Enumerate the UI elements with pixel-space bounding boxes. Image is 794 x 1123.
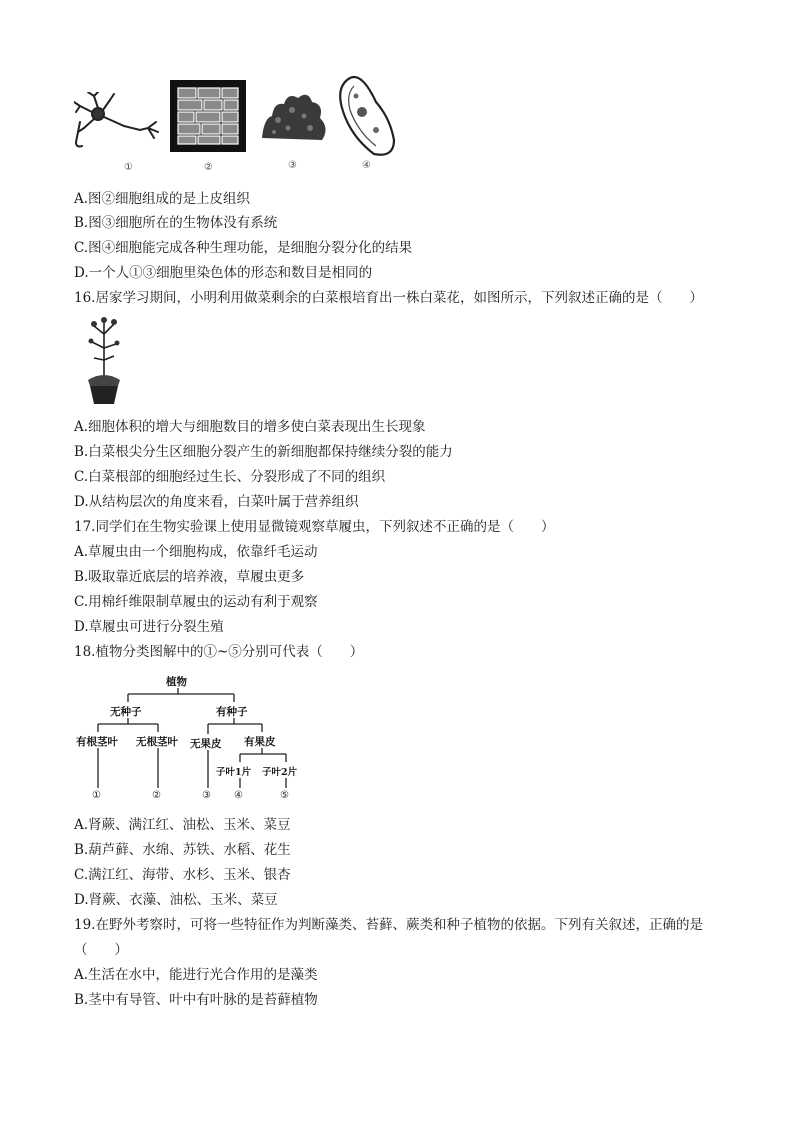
q16-option-a: A.细胞体积的增大与细胞数目的增多使白菜表现出生长现象 [74,419,426,435]
q17-option-b: B.吸取靠近底层的培养液，草履虫更多 [74,569,305,585]
epidermal-cells-image [170,80,246,152]
tree-number-1: ① [92,790,101,801]
q19-stem-line-1: 19.在野外考察时，可将一些特征作为判断藻类、苔藓、蕨类和种子植物的依据。下列有关叙述，正确的是 [74,917,703,933]
figure-label-4: ④ [362,160,371,171]
tree-cotyledon-2: 子叶2片 [262,767,298,778]
figure-label-2: ② [204,162,213,173]
tree-no-root-stem-leaf: 无根茎叶 [136,736,178,748]
q16-option-d: D.从结构层次的角度来看，白菜叶属于营养组织 [74,494,359,510]
q15-option-d: D.一个人①③细胞里染色体的形态和数目是相同的 [74,265,373,281]
q15-option-a: A.图②细胞组成的是上皮组织 [74,191,251,207]
tree-no-seed: 无种子 [110,706,142,718]
cabbage-flower-image [82,314,126,406]
q17-option-a: A.草履虫由一个细胞构成，依靠纤毛运动 [74,544,318,560]
tree-number-5: ⑤ [280,790,289,801]
tree-has-root-stem-leaf: 有根茎叶 [76,736,118,748]
figure-label-3: ③ [288,160,297,171]
q17-option-d: D.草履虫可进行分裂生殖 [74,619,224,635]
q19-stem-line-2: （ ） [74,942,128,958]
tree-seed: 有种子 [216,706,248,718]
q16-option-c: C.白菜根部的细胞经过生长、分裂形成了不同的组织 [74,469,386,485]
q19-option-a: A.生活在水中，能进行光合作用的是藻类 [74,967,318,983]
q15-option-b: B.图③细胞所在的生物体没有系统 [74,215,278,231]
tree-number-3: ③ [202,790,211,801]
tree-root: 植物 [166,676,187,688]
q18-option-a: A.肾蕨、满江红、油松、玉米、菜豆 [74,817,291,833]
q17-stem: 17.同学们在生物实验课上使用显微镜观察草履虫，下列叙述不正确的是（ ） [74,519,555,535]
tree-number-2: ② [152,790,161,801]
neuron-cell-image [74,92,160,150]
tree-number-4: ④ [234,790,243,801]
figure-label-1: ① [124,162,133,173]
q18-option-b: B.葫芦藓、水绵、苏铁、水稻、花生 [74,842,291,858]
q18-stem: 18.植物分类图解中的①~⑤分别可代表（ ） [74,644,364,660]
q16-option-b: B.白菜根尖分生区细胞分裂产生的新细胞都保持继续分裂的能力 [74,444,453,460]
q16-stem: 16.居家学习期间，小明利用做菜剩余的白菜根培育出一株白菜花，如图所示，下列叙述正确的是（ ） [74,290,703,306]
tree-pericarp: 有果皮 [244,736,276,748]
plant-classification-tree [74,672,304,812]
q15-figure [74,72,404,178]
q17-option-c: C.用棉纤维限制草履虫的运动有利于观察 [74,594,318,610]
q19-option-b: B.茎中有导管、叶中有叶脉的是苔藓植物 [74,992,318,1008]
q15-option-c: C.图④细胞能完成各种生理功能，是细胞分裂分化的结果 [74,240,413,256]
tree-no-pericarp: 无果皮 [190,738,222,750]
q18-option-c: C.满江红、海带、水杉、玉米、银杏 [74,867,291,883]
tree-cotyledon-1: 子叶1片 [216,767,252,778]
q18-option-d: D.肾蕨、衣藻、油松、玉米、菜豆 [74,892,278,908]
paramecium-image [332,72,402,158]
moss-organism-image [258,88,330,148]
